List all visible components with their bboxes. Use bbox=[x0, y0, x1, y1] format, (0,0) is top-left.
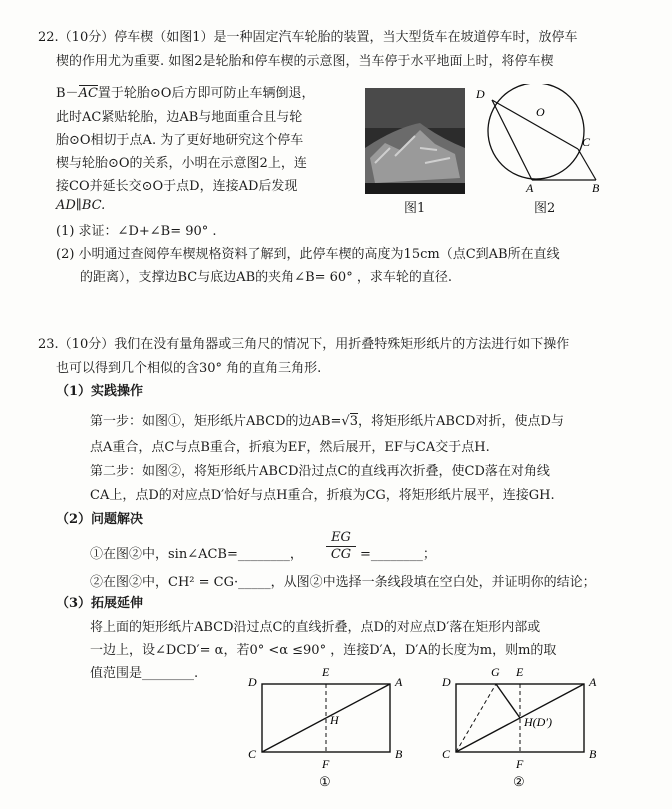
fig1-caption: 图1 bbox=[404, 201, 426, 216]
fig2-label-o: O bbox=[536, 105, 545, 119]
answer-blank-sin[interactable]: ________ bbox=[237, 547, 290, 562]
fig2-diagram bbox=[472, 84, 612, 196]
fraction-numerator: EG bbox=[326, 530, 356, 547]
q22-line3-pre: B－ bbox=[56, 86, 79, 101]
q22-line6: 楔与轮胎⊙O的关系，小明在示意图2上，连 bbox=[56, 156, 307, 171]
q23-step1-c: 点A重合，点C与点B重合，折痕为EF，然后展开，EF与CA交于点H. bbox=[90, 440, 490, 455]
sqrt-symbol: √ bbox=[341, 414, 350, 429]
fig2b-label-e: E bbox=[516, 665, 524, 679]
fig2b-label-h: H(D′) bbox=[524, 715, 552, 729]
q23-section2: （2）问题解决 bbox=[56, 512, 144, 527]
q23-line1: 23.（10分）我们在没有量角器或三角尺的情况下，用折叠特殊矩形纸片的方法进行如下操作 bbox=[38, 337, 570, 352]
answer-blank-segment[interactable]: _____ bbox=[238, 575, 271, 590]
q22-part1: (1) 求证：∠D+∠B= 90° . bbox=[56, 224, 217, 239]
q2-1-eq: = bbox=[360, 547, 371, 562]
q23-line2: 也可以得到几个相似的含30° 角的直角三角形. bbox=[56, 361, 322, 376]
fig2b-label-a: A bbox=[589, 675, 597, 689]
rect-fig2 bbox=[434, 664, 604, 792]
fig1-label-a: A bbox=[395, 675, 403, 689]
q22-line5: 胎⊙O相切于点A. 为了更好地研究这个停车 bbox=[56, 133, 304, 148]
q23-q2-1 bbox=[90, 543, 303, 562]
q22-line3-post: 置于轮胎⊙O后方即可防止车辆倒退， bbox=[97, 86, 315, 101]
fig1-photo bbox=[365, 88, 465, 194]
q2-1-pre: ①在图②中，sin∠ACB= bbox=[90, 547, 238, 562]
q23-ext2: 一边上，设∠DCD′= α，若0° <α ≤90° ，连接D′A，D′A的长度为m，则m的取 bbox=[90, 643, 557, 658]
q22-line4: 此时AC紧贴轮胎，边AB与地面重合且与轮 bbox=[56, 110, 303, 125]
fig2b-label-f: F bbox=[516, 757, 524, 771]
q22-line1: 22.（10分）停车楔（如图1）是一种固定汽车轮胎的装置，当大型货车在坡道停车时，放停车 bbox=[38, 30, 578, 45]
fig2-label-a: A bbox=[526, 181, 534, 195]
q23-step2-b: CA上，点D的对应点D′恰好与点H重合，折痕为CG，将矩形纸片展平，连接GH. bbox=[90, 488, 555, 503]
q23-ext1: 将上面的矩形纸片ABCD沿过点C的直线折叠，点D的对应点D′落在矩形内部或 bbox=[90, 620, 541, 635]
q22-line8: AD∥BC. bbox=[56, 198, 106, 213]
q23-step1-a bbox=[90, 410, 564, 429]
sqrt-value: 3 bbox=[349, 414, 358, 429]
q23-ext3: 值范围是________. bbox=[90, 666, 199, 681]
fraction bbox=[326, 530, 356, 563]
fig2b-number: ② bbox=[513, 774, 525, 789]
q23-q2-1-tail bbox=[360, 543, 436, 562]
q22-part2-b: 的距离），支撑边BC与底边AB的夹角∠B= 60° ，求车轮的直径. bbox=[80, 270, 452, 285]
q22-line2: 楔的作用尤为重要. 如图2是轮胎和停车楔的示意图，当车停于水平地面上时，将停车楔 bbox=[56, 54, 554, 69]
q23-section3: （3）拓展延伸 bbox=[56, 596, 144, 611]
fig2b-label-b: B bbox=[589, 747, 597, 761]
q2-1-end: ； bbox=[422, 547, 436, 562]
q22-part2-a: (2) 小明通过查阅停车楔规格资料了解到，此停车楔的高度为15cm（点C到AB所在直线 bbox=[56, 247, 560, 262]
q23-section1: （1）实践操作 bbox=[56, 384, 144, 399]
q2-2-a: ②在图②中，CH² = CG· bbox=[90, 575, 239, 590]
fig1-label-e: E bbox=[322, 665, 330, 679]
fig2b-label-c: C bbox=[442, 747, 451, 761]
fig1-label-d: D bbox=[248, 675, 257, 689]
q2-2-b: ，从图②中选择一条线段填在空白处，并证明你的结论； bbox=[270, 575, 596, 590]
fig2b-label-g: G bbox=[491, 665, 500, 679]
answer-blank-ratio[interactable]: ________ bbox=[370, 547, 423, 562]
fig1-label-b: B bbox=[395, 747, 403, 761]
q22-line3 bbox=[56, 82, 314, 101]
step1-text: 第一步：如图①，矩形纸片ABCD的边AB= bbox=[90, 414, 342, 429]
fig2-label-b: B bbox=[592, 181, 600, 195]
fig2b-label-d: D bbox=[442, 675, 451, 689]
fig1-label-c: C bbox=[248, 747, 257, 761]
arc-ac: AC bbox=[78, 86, 98, 101]
fraction-denominator: CG bbox=[330, 547, 352, 562]
rect-fig1 bbox=[240, 664, 410, 792]
fig2-label-d: D bbox=[476, 87, 485, 101]
fig1-label-f: F bbox=[322, 757, 330, 771]
q2-1-comma: ， bbox=[289, 547, 303, 562]
q23-q2-2 bbox=[90, 571, 596, 590]
fig1-number: ① bbox=[319, 774, 331, 789]
fig2-label-c: C bbox=[582, 135, 591, 149]
fig2-caption: 图2 bbox=[534, 201, 556, 216]
fig1-label-h: H bbox=[330, 713, 339, 727]
q22-line7: 接CO并延长交⊙O于点D，连接AD后发现 bbox=[56, 179, 298, 194]
q23-step2-a: 第二步：如图②，将矩形纸片ABCD沿过点C的直线再次折叠，使CD落在对角线 bbox=[90, 464, 550, 479]
step1-text-b: ，将矩形纸片ABCD对折，使点D与 bbox=[357, 414, 564, 429]
